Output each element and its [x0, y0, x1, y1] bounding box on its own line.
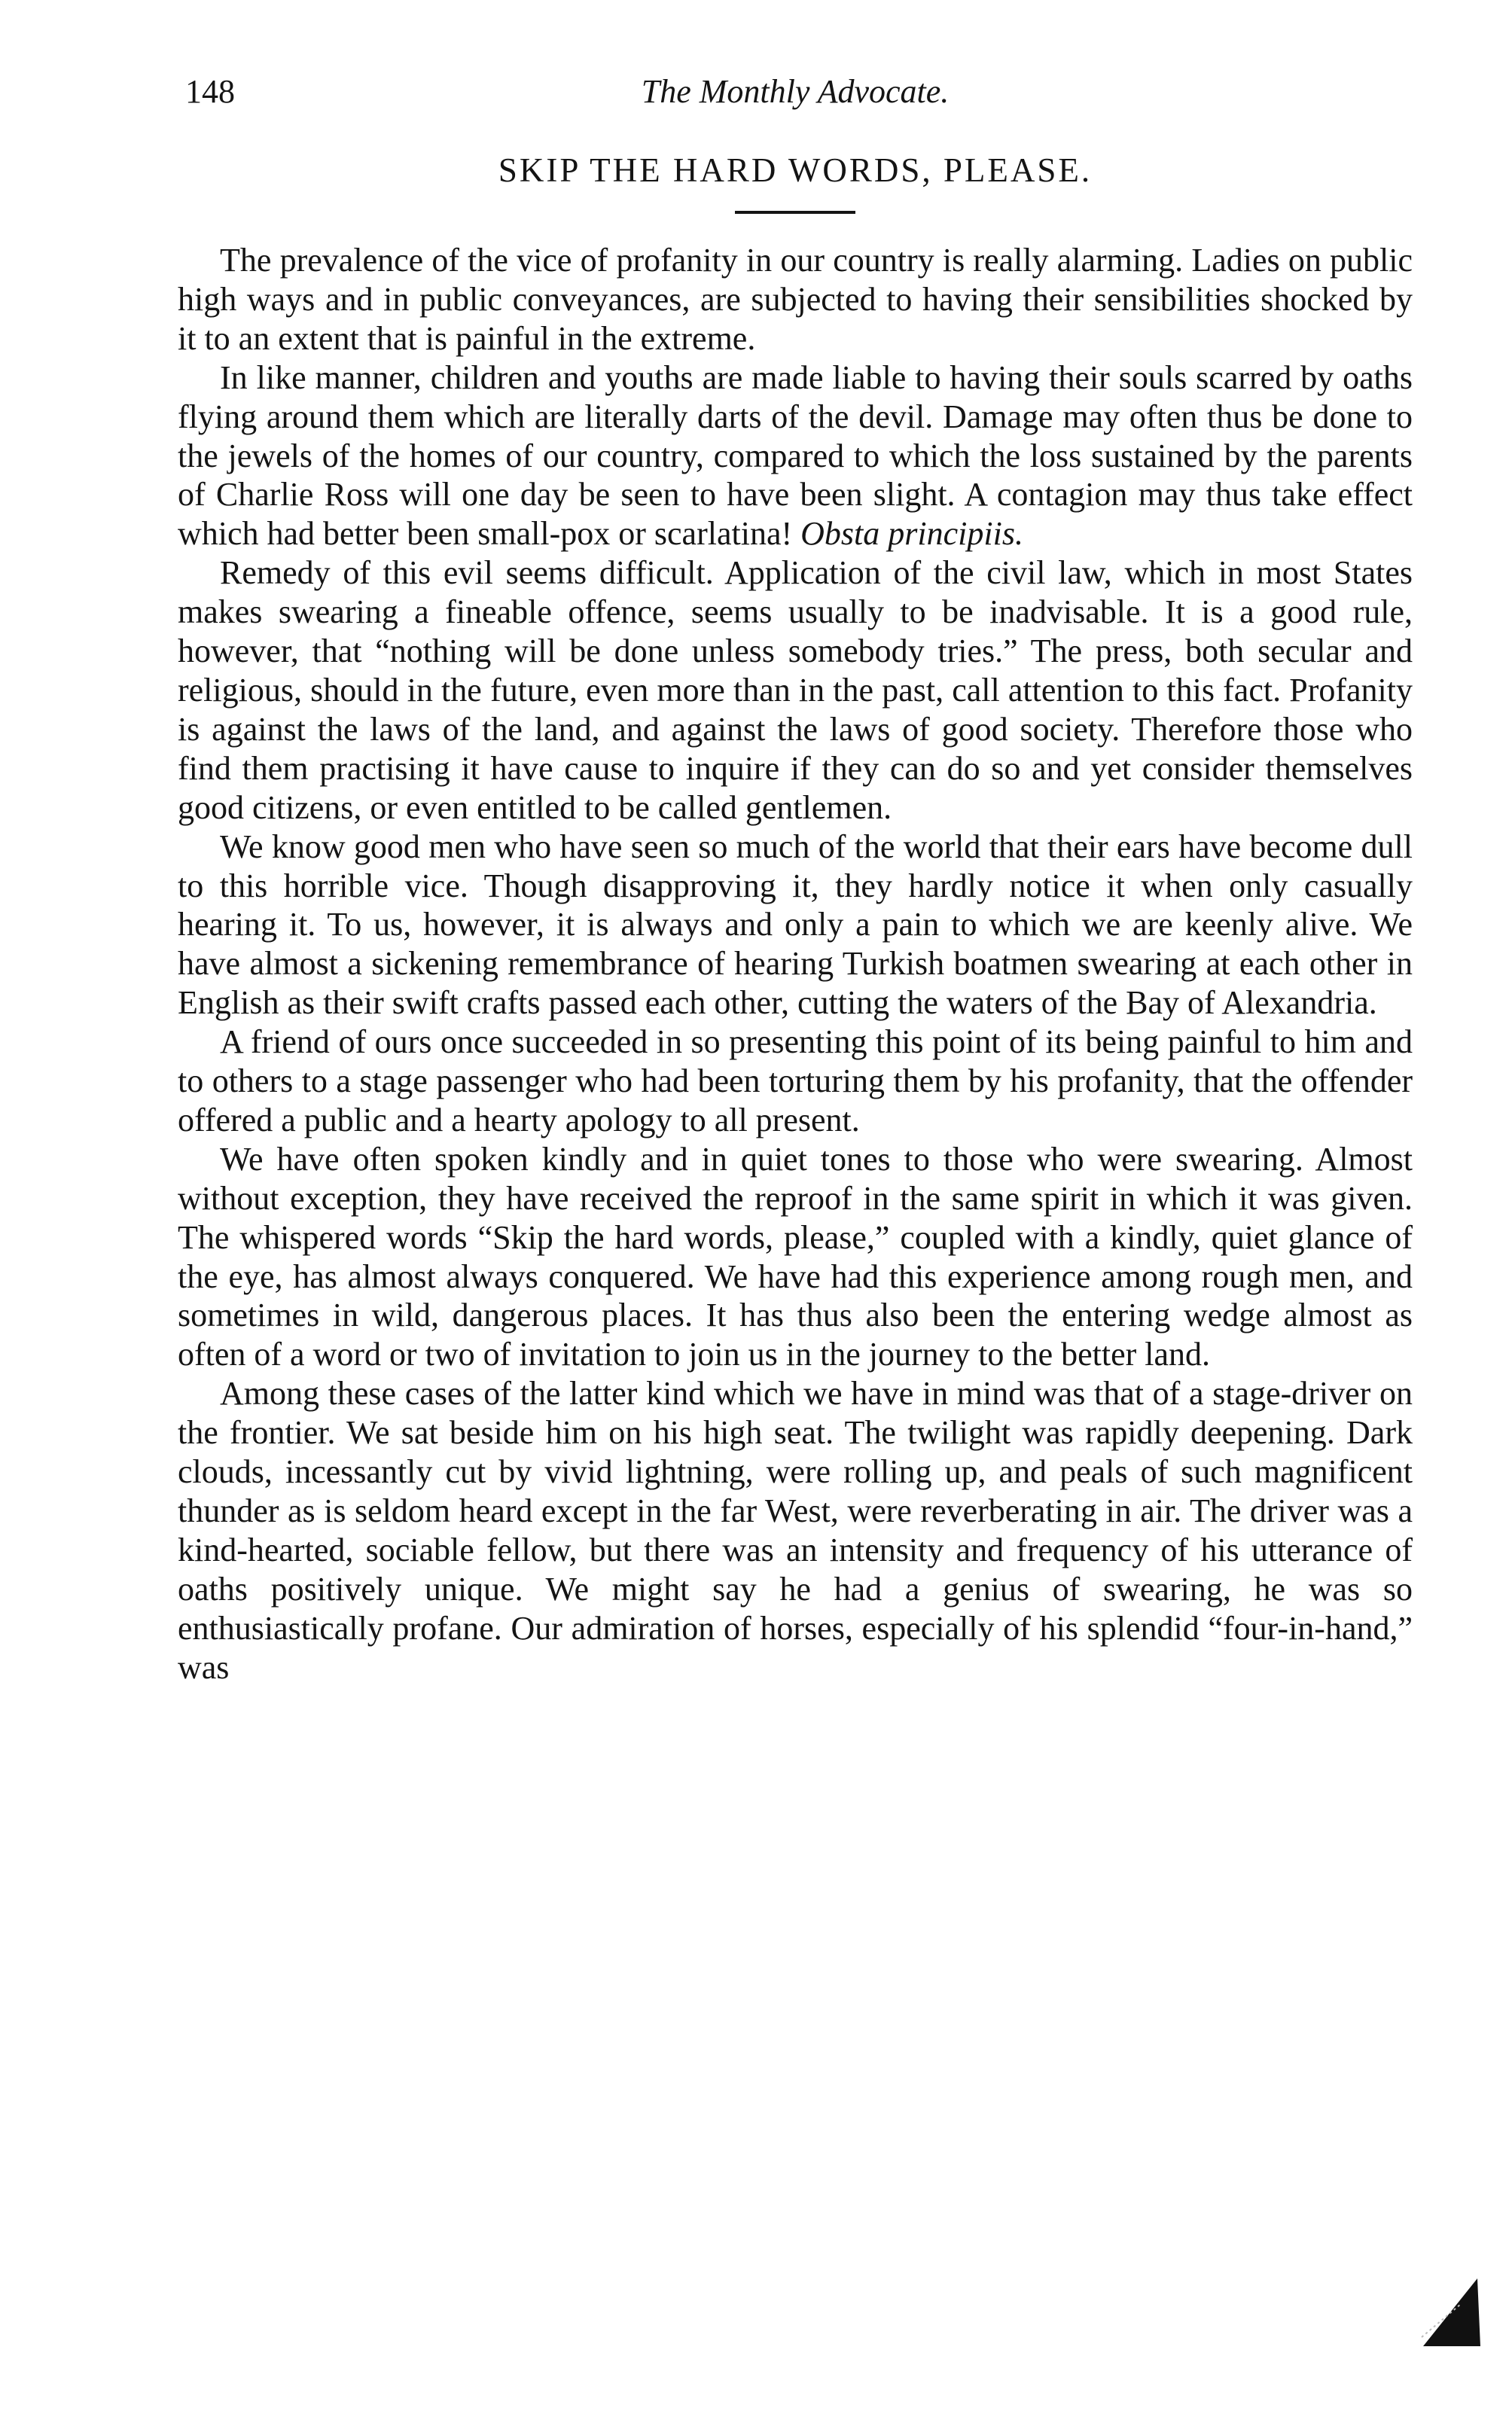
latin-phrase: Obsta principiis. — [800, 515, 1023, 553]
page-number: 148 — [185, 73, 235, 110]
article-title: SKIP THE HARD WORDS, PLEASE. — [498, 151, 1093, 189]
paragraph: Among these cases of the latter kind which we have in mind was that of a stage-driver on the frontier. We sat beside him on his high seat. The twilight was rapidly deepening. Dark clouds, incessantly cut by vivid lightning, were rolling up, and peals of such magnificent thunder as is seldom heard except in the far West, were reverberating in air. The driver was a kind-hearted, sociable fellow, but there was an intensity and frequency of his utterance of oaths positively unique. We might say he had a genius of swearing, he was so enthusiastically profane. Our admiration of horses, especially of his splendid “four-in-hand,” was — [178, 1375, 1413, 1686]
paragraph: A friend of ours once succeeded in so presenting this point of its being painful to him and to others to a stage passenger who had been torturing them by his profanity, that the offender offered a public and a hearty apology to all present. — [178, 1023, 1413, 1138]
journal-title: The Monthly Advocate. — [641, 73, 950, 110]
paragraph: We have often spoken kindly and in quiet tones to those who were swearing. Almost without exception, they have received the reproof in the same spirit in which it was given. The whispered words “Skip the hard words, please,” coupled with a kindly, quiet glance of the eye, has almost always conquered. We have had this experience among rough men, and sometimes in wild, dangerous places. It has thus also been the entering wedge almost as often of a word or two of invitation to join us in the journey to the better land. — [178, 1140, 1413, 1373]
paragraph — [178, 358, 1413, 554]
paragraph: The prevalence of the vice of profanity in our country is really alarming. Ladies on public high ways and in public conveyances, are subjected to having their sensibilities shocked by it to an extent that is painful in the extreme. — [178, 242, 1413, 357]
running-head — [178, 72, 1413, 120]
paragraph: We know good men who have seen so much of the world that their ears have become dull to this horrible vice. Though disapproving it, they hardly notice it when only casually hearing it. To us, however, it is always and only a pain to which we are keenly alive. We have almost a sickening remembrance of hearing Turkish boatmen swearing at each other in English as their swift crafts passed each other, cutting the waters of the Bay of Alexandria. — [178, 828, 1413, 1022]
paragraph: Remedy of this evil seems difficult. Application of the civil law, which in most States makes swearing a fineable offence, seems usually to be inadvisable. It is a good rule, however, that “nothing will be done unless somebody tries.” The press, both secular and religious, should in the future, even more than in the past, call attention to this fact. Profanity is against the laws of the land, and against the laws of good society. Therefore those who find them practising it have cause to inquire if they can do so and yet consider themselves good citizens, or even entitled to be called gentlemen. — [178, 554, 1413, 826]
article-body — [178, 241, 1413, 1687]
page-corner-mark — [1416, 2274, 1482, 2349]
printed-page — [178, 72, 1413, 1687]
paragraph-text: In like manner, children and youths are made liable to having their souls scarred by oaths flying around them which are literally darts of the devil. Damage may often thus be done to the jewels of the homes of our country, compared to which the loss sustained by the parents of Charlie Ross will one day be seen to have been slight. A contagion may thus take effect which had better been small-pox or scarlatina! — [178, 358, 1413, 553]
title-rule — [735, 211, 855, 214]
